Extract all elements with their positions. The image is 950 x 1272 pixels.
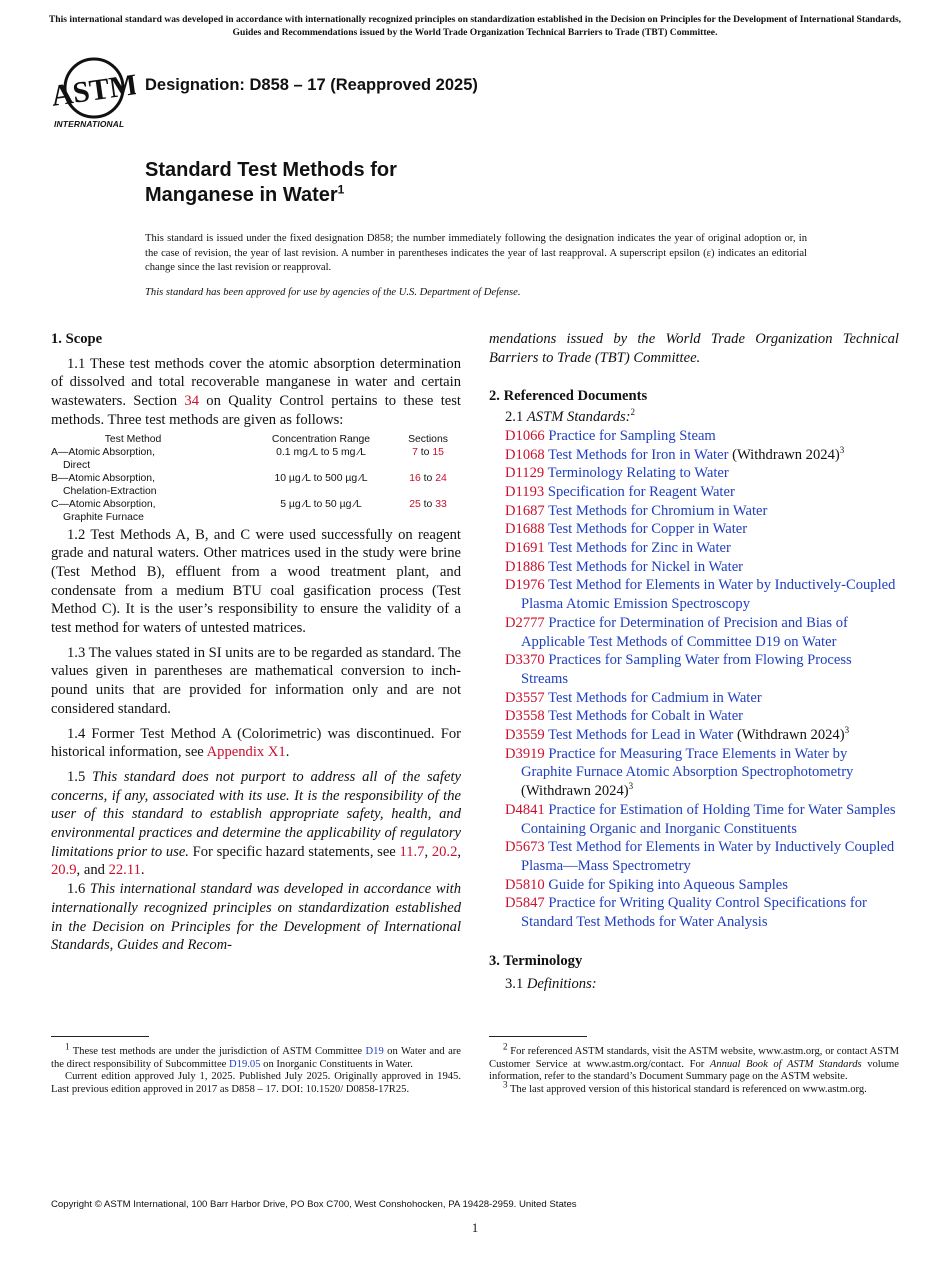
reference-code-link[interactable]: D3558 [505,708,545,725]
section-link[interactable]: 24 [435,472,447,484]
reference-title-link[interactable]: Terminology Relating to Water [547,465,729,482]
para-1-5: 1.5 This standard does not purport to address all of the safety concerns, if any, associated with its use. It is the responsibility of the user of this standard to establish appropriate safety, health, and environmental practices and determine the applicability of regulatory limitations prior to use. For specific hazard statements, see 11.7, 20.2, 20.9, and 22.11. [51,768,462,879]
terminology-heading: 3. Terminology [489,952,583,969]
reference-list [489,427,899,932]
appendix-x1-link[interactable]: Appendix X1 [206,744,286,761]
ref-link[interactable]: 20.2 [431,843,458,860]
footnote-ref[interactable]: 3 [844,725,850,736]
reference-code-link[interactable]: D1691 [505,540,545,557]
reference-title-link[interactable]: Test Methods for Lead in Water [548,727,734,744]
reference-code-link[interactable]: D1129 [505,465,545,482]
table-row: C—Atomic Absorption, Graphite Furnace 5 µg ⁄L to 50 µg ⁄L 25 to 33 [51,498,447,523]
para-1-6-continued: mendations issued by the World Trade Organization Technical Barriers to Trade (TBT) Committee. [489,331,899,366]
section-34-link[interactable]: 34 [184,393,199,410]
designation: Designation: D858 – 17 (Reapproved 2025) [145,76,478,94]
reference-title-link[interactable]: Specification for Reagent Water [547,483,735,500]
logo-subtitle: INTERNATIONAL [54,119,125,129]
para-1-3: 1.3 The values stated in SI units are to be regarded as standard. The values given in parentheses are mathematical conversion to inch-pound units that are provided for information only and are not considered standard. [51,644,461,717]
reference-item [489,876,899,895]
para-1-6: 1.6 This international standard was developed in accordance with internationally recognized principles on standardization established in the Decision on Principles for the Development of International Standards, Guides and Recom- [51,881,462,954]
reference-code-link[interactable]: D2777 [505,614,545,631]
svg-text:ASTM: ASTM [52,68,136,113]
reference-item [489,894,899,931]
reference-item [489,427,899,446]
reference-title-link[interactable]: Test Methods for Copper in Water [548,521,748,538]
section-link[interactable]: 7 [412,446,418,458]
reference-item [489,707,899,726]
reference-item [489,558,899,577]
reference-item [489,689,899,708]
withdrawn-note: (Withdrawn 2024) [728,446,840,463]
reference-item [489,801,899,838]
footnote-ref[interactable]: 3 [839,444,845,455]
reference-code-link[interactable]: D1068 [505,446,545,463]
footnote-edition: Current edition approved July 1, 2025. Published July 2025. Originally approved in 1945. Last previous edition approved in 2017 as D858 – 17. DOI: 10.1520/ D0858-17R25. [51,1071,461,1095]
para-1-1: 1.1 These test methods cover the atomic absorption determination of dissolved and total recoverable manganese in water and certain wastewaters. Section 34 on Quality Control pertains to these test methods. Three test methods are given as follows: [51,355,461,428]
astm-standards-subheading: 2.1 ASTM Standards:$^2$ [505,407,636,426]
reference-title-link[interactable]: Test Method for Elements in Water by Inductively-Coupled Plasma Atomic Emission Spectroscopy [521,577,896,613]
reference-code-link[interactable]: D4841 [505,801,545,818]
section-link[interactable]: 15 [432,446,444,458]
reference-title-link[interactable]: Practices for Sampling Water from Flowing Process Streams [521,652,852,687]
th-sections: Sections [408,433,448,445]
left-column [51,330,461,955]
reference-code-link[interactable]: D3370 [505,652,545,669]
reference-title-link[interactable]: Test Methods for Nickel in Water [548,558,744,575]
footnote-3: $^3$ The last approved version of this historical standard is referenced on www.astm.org. [503,1079,867,1095]
reference-item [489,464,899,483]
reference-item [489,502,899,521]
footnote-rule [489,1036,587,1037]
reference-code-link[interactable]: D1193 [505,483,545,500]
reference-title-link[interactable]: Test Methods for Iron in Water [548,446,729,463]
reference-item [489,539,899,558]
methods-table [51,433,461,524]
reference-item [489,576,899,613]
reference-code-link[interactable]: D5810 [505,876,545,893]
astm-logo [52,56,136,132]
reference-title-link[interactable]: Practice for Sampling Steam [548,427,716,444]
footnote-ref[interactable]: 3 [628,781,634,792]
page-title [145,158,397,208]
copyright: Copyright © ASTM International, 100 Barr Harbor Drive, PO Box C700, West Conshohocken, PA 19428-2959. United States [51,1199,577,1210]
para-1-4: 1.4 Former Test Method A (Colorimetric) was discontinued. For historical information, see Appendix X1. [51,725,461,761]
subcommittee-d1905-link[interactable]: D19.05 [229,1058,261,1070]
reference-title-link[interactable]: Test Methods for Cobalt in Water [548,708,744,725]
withdrawn-note: (Withdrawn 2024) [521,783,629,800]
right-column [489,330,899,993]
reference-code-link[interactable]: D3559 [505,727,545,744]
reference-item [489,838,899,875]
reference-title-link[interactable]: Test Method for Elements in Water by Inductively Coupled Plasma—Mass Spectrometry [521,839,895,874]
footnote-2: $^2$ For referenced ASTM standards, visit the ASTM website, www.astm.org, or contact ASTM Customer Service at www.astm.org/contact. For Annual Book of ASTM Standards volume information, refer to the standard’s Document Summary page on the ASTM website. [489,1041,899,1083]
reference-item [489,651,899,688]
reference-item [489,614,899,651]
reference-title-link[interactable]: Test Methods for Cadmium in Water [548,689,762,706]
scope-heading: 1. Scope [51,331,103,347]
title-line-1: Standard Test Methods for [145,159,397,181]
reference-code-link[interactable]: D3919 [505,745,545,762]
reference-code-link[interactable]: D1976 [505,577,545,594]
reference-code-link[interactable]: D1886 [505,558,545,575]
reference-item [489,726,899,745]
dod-approval: This standard has been approved for use by agencies of the U.S. Department of Defense. [145,287,521,298]
reference-code-link[interactable]: D1687 [505,502,545,519]
reference-title-link[interactable]: Test Methods for Chromium in Water [548,502,768,519]
section-link[interactable]: 33 [435,498,447,510]
intro-text: This standard is issued under the fixed designation D858; the number immediately following the designation indicates the year of original adoption or, in the case of revision, the year of last revision. A number in parentheses indicates the year of last reapproval. A superscript epsilon (ε) indicates an editorial change since the last revision or reapproval. [145,233,807,273]
para-1-2: 1.2 Test Methods A, B, and C were used successfully on reagent grade and natural waters. Other matrices used in the study were brine (Test Method B), effluent from a wood treatment plant, and condensate from a medium BTU coal gasification process (Test Method C). It is the user’s responsibility to ensure the validity of a test method for waters of untested matrices. [51,526,461,637]
standards-notice: This international standard was developed in accordance with internationally recognized principles on standardization established in the Decision on Principles for the Development of International Standards, Guides and Recommendations issued by the World Trade Organization Technical Barriers to Trade (TBT) Committee. [48,14,902,38]
section-link[interactable]: 16 [409,472,421,484]
footnotes-left [51,1041,462,1096]
reference-code-link[interactable]: D3557 [505,689,545,706]
table-row: B—Atomic Absorption, Chelation-Extraction 10 µg ⁄L to 500 µg ⁄L 16 to 24 [51,472,447,497]
title-line-2: Manganese in Water [145,184,338,206]
refdocs-heading: 2. Referenced Documents [489,388,648,405]
reference-code-link[interactable]: D1688 [505,521,545,538]
reference-code-link[interactable]: D5673 [505,839,545,856]
reference-item [489,446,899,465]
reference-item [489,483,899,502]
reference-title-link[interactable]: Practice for Determination of Precision and Bias of Applicable Test Methods of Committee D19 on Water [521,614,848,650]
withdrawn-note: (Withdrawn 2024) [733,727,845,744]
ref-link[interactable]: 20.9 [51,862,77,879]
title-footnote-ref[interactable]: 1 [337,182,345,197]
table-row: A—Atomic Absorption, Direct 0.1 mg ⁄L to 5 mg ⁄L 7 to 15 [51,446,444,471]
definitions-subheading: 3.1 Definitions: [505,975,597,992]
ref-link[interactable]: 22.11 [108,862,141,879]
footnote-rule [51,1036,149,1037]
reference-code-link[interactable]: D1066 [505,427,545,444]
footnote-1: $^1$ These test methods are under the jurisdiction of ASTM Committee D19 on Water and are the direct responsibility of Subcommittee D19.05 on Inorganic Constituents in Water. [51,1041,462,1070]
th-range: Concentration Range [271,433,371,445]
page-number: 1 [471,1221,479,1235]
reference-title-link[interactable]: Practice for Estimation of Holding Time for Water Samples Containing Organic and Inorganic Constituents [521,801,896,837]
reference-title-link[interactable]: Test Methods for Zinc in Water [548,540,731,557]
th-method: Test Method [104,433,162,445]
committee-d19-link[interactable]: D19 [365,1046,384,1057]
reference-item [489,745,899,801]
section-link[interactable]: 25 [409,498,421,510]
reference-item [489,520,899,539]
reference-title-link[interactable]: Guide for Spiking into Aqueous Samples [548,876,788,893]
footnotes-right [489,1041,899,1096]
reference-code-link[interactable]: D5847 [505,895,545,912]
reference-title-link[interactable]: Practice for Writing Quality Control Specifications for Standard Test Methods for Water Analysis [521,895,867,931]
ref-link[interactable]: 11.7 [399,843,425,860]
reference-title-link[interactable]: Practice for Measuring Trace Elements in Water by Graphite Furnace Atomic Absorption Spectrophotometry [521,745,854,781]
